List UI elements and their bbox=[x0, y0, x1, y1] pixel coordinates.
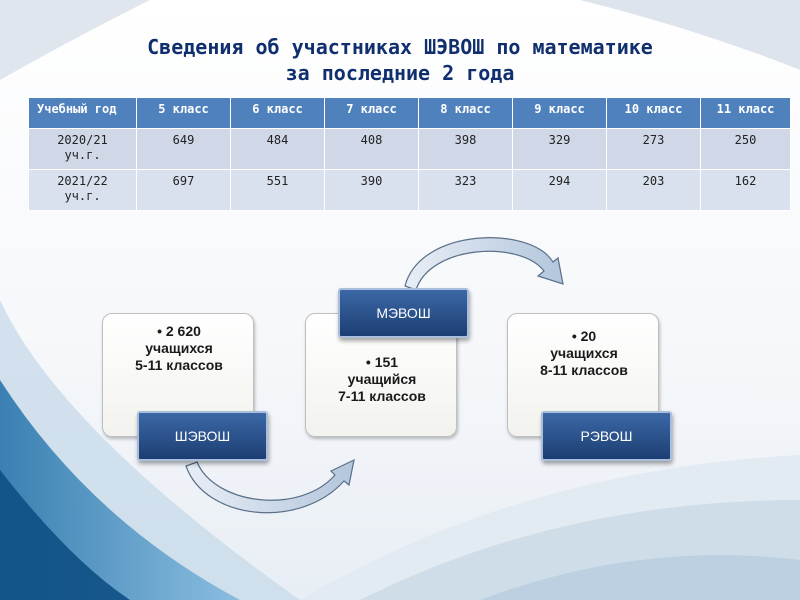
stage-shevosh-label: ШЭВОШ bbox=[137, 411, 268, 461]
bullet: • bbox=[571, 328, 577, 344]
header-grade-7: 7 класс bbox=[325, 98, 419, 129]
arrow-stage-1-to-2 bbox=[186, 460, 354, 513]
stage-line-3: 5-11 классов bbox=[135, 357, 223, 373]
arrow-stage-2-to-3 bbox=[405, 238, 563, 290]
value-cell: 294 bbox=[513, 170, 607, 211]
value-cell: 250 bbox=[701, 129, 791, 170]
stage-line-2: учащийся bbox=[347, 371, 417, 387]
stage-revosh-text bbox=[509, 328, 659, 379]
stage-count: 2 620 bbox=[165, 323, 201, 339]
value-cell: 697 bbox=[137, 170, 231, 211]
stage-count: 20 bbox=[580, 328, 597, 344]
stage-shevosh-text bbox=[104, 323, 254, 374]
value-cell: 649 bbox=[137, 129, 231, 170]
header-grade-10: 10 класс bbox=[607, 98, 701, 129]
value-cell: 273 bbox=[607, 129, 701, 170]
year-suffix: уч.г. bbox=[64, 189, 101, 203]
stage-line-2: учащихся bbox=[145, 340, 213, 356]
value-cell: 398 bbox=[419, 129, 513, 170]
bullet: • bbox=[157, 323, 162, 339]
value-cell: 329 bbox=[513, 129, 607, 170]
header-grade-6: 6 класс bbox=[231, 98, 325, 129]
stage-revosh-label: РЭВОШ bbox=[541, 411, 672, 461]
title-line-2: за последние 2 года bbox=[285, 61, 515, 85]
bullet: • bbox=[365, 354, 371, 370]
title-line-1: Сведения об участниках ШЭВОШ по математике bbox=[147, 35, 653, 59]
value-cell: 408 bbox=[325, 129, 419, 170]
stage-count: 151 bbox=[374, 354, 399, 370]
value-cell: 162 bbox=[701, 170, 791, 211]
header-grade-5: 5 класс bbox=[137, 98, 231, 129]
value-cell: 323 bbox=[419, 170, 513, 211]
stage-line-3: 8-11 классов bbox=[540, 362, 628, 378]
value-cell: 551 bbox=[231, 170, 325, 211]
year-suffix: уч.г. bbox=[64, 148, 101, 162]
stage-mevosh-label: МЭВОШ bbox=[338, 288, 469, 338]
header-year: Учебный год bbox=[29, 98, 137, 129]
header-grade-9: 9 класс bbox=[513, 98, 607, 129]
value-cell: 203 bbox=[607, 170, 701, 211]
value-cell: 484 bbox=[231, 129, 325, 170]
header-grade-11: 11 класс bbox=[701, 98, 791, 129]
year-text: 2021/22 bbox=[57, 174, 108, 188]
value-cell: 390 bbox=[325, 170, 419, 211]
year-text: 2020/21 bbox=[57, 133, 108, 147]
header-grade-8: 8 класс bbox=[419, 98, 513, 129]
stage-line-2: учащихся bbox=[550, 345, 618, 361]
stage-mevosh-text bbox=[307, 354, 457, 405]
stage-line-3: 7-11 классов bbox=[338, 388, 426, 404]
